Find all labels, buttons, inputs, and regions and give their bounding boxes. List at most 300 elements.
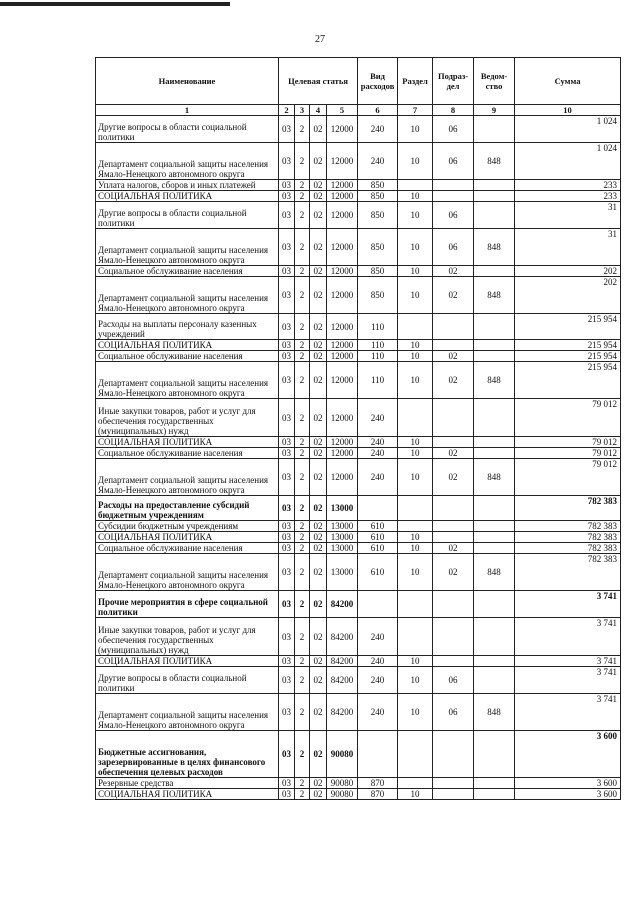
cell-expense-type <box>358 496 398 521</box>
cell-article-code: 84200 <box>327 667 358 694</box>
cell-article-code: 84200 <box>327 618 358 656</box>
cell-program: 03 <box>279 591 295 618</box>
cell-sum: 3 741 <box>515 667 621 694</box>
cell-department <box>474 448 515 459</box>
cell-section: 10 <box>398 266 433 277</box>
cell-program: 03 <box>279 399 295 437</box>
cell-section <box>398 521 433 532</box>
cell-sum: 782 383 <box>515 532 621 543</box>
cell-article-code: 13000 <box>327 543 358 554</box>
cell-activity: 02 <box>310 116 327 143</box>
cell-program: 03 <box>279 202 295 229</box>
table-row <box>96 229 621 266</box>
cell-program: 03 <box>279 618 295 656</box>
cell-expense-type: 610 <box>358 521 398 532</box>
cell-section <box>398 778 433 789</box>
col-number: 1 <box>96 105 279 116</box>
cell-sum: 782 383 <box>515 521 621 532</box>
cell-subsection: 02 <box>433 448 474 459</box>
cell-activity: 02 <box>310 448 327 459</box>
col-number: 10 <box>515 105 621 116</box>
cell-subsection <box>433 314 474 340</box>
cell-name: Департамент социальной защиты населения Ямало-Ненецкого автономного округа <box>96 554 279 591</box>
cell-article-code: 84200 <box>327 656 358 667</box>
cell-subprogram: 2 <box>295 116 310 143</box>
top-rule <box>0 2 230 6</box>
cell-subprogram: 2 <box>295 521 310 532</box>
cell-program: 03 <box>279 116 295 143</box>
cell-article-code: 13000 <box>327 521 358 532</box>
cell-sum: 3 741 <box>515 656 621 667</box>
cell-program: 03 <box>279 266 295 277</box>
col-number: 2 <box>279 105 295 116</box>
table-row <box>96 496 621 521</box>
table-body <box>96 116 621 800</box>
cell-section: 10 <box>398 351 433 362</box>
cell-sum: 202 <box>515 277 621 314</box>
cell-subprogram: 2 <box>295 362 310 399</box>
table-row <box>96 694 621 731</box>
cell-subprogram: 2 <box>295 191 310 202</box>
cell-section: 10 <box>398 656 433 667</box>
cell-activity: 02 <box>310 532 327 543</box>
cell-section: 10 <box>398 362 433 399</box>
cell-expense-type: 110 <box>358 362 398 399</box>
cell-article-code: 12000 <box>327 202 358 229</box>
cell-name: Департамент социальной защиты населения Ямало-Ненецкого автономного округа <box>96 143 279 180</box>
cell-section: 10 <box>398 554 433 591</box>
cell-department: 848 <box>474 229 515 266</box>
cell-name: Уплата налогов, сборов и иных платежей <box>96 180 279 191</box>
cell-section: 10 <box>398 437 433 448</box>
col-number: 4 <box>310 105 327 116</box>
cell-name: Департамент социальной защиты населения Ямало-Ненецкого автономного округа <box>96 229 279 266</box>
cell-name: СОЦИАЛЬНАЯ ПОЛИТИКА <box>96 656 279 667</box>
table-row <box>96 731 621 778</box>
cell-name: Расходы на предоставление субсидий бюджетным учреждениям <box>96 496 279 521</box>
cell-article-code: 13000 <box>327 532 358 543</box>
cell-sum: 79 012 <box>515 437 621 448</box>
cell-subprogram: 2 <box>295 448 310 459</box>
cell-name: Социальное обслуживание населения <box>96 543 279 554</box>
table-row <box>96 143 621 180</box>
cell-activity: 02 <box>310 277 327 314</box>
cell-section: 10 <box>398 532 433 543</box>
cell-section: 10 <box>398 694 433 731</box>
cell-program: 03 <box>279 180 295 191</box>
cell-section <box>398 496 433 521</box>
cell-subsection: 02 <box>433 266 474 277</box>
cell-subsection: 06 <box>433 143 474 180</box>
col-number: 7 <box>398 105 433 116</box>
cell-department: 848 <box>474 362 515 399</box>
cell-subsection: 06 <box>433 694 474 731</box>
cell-activity: 02 <box>310 694 327 731</box>
cell-program: 03 <box>279 437 295 448</box>
cell-sum: 3 741 <box>515 694 621 731</box>
cell-name: Расходы на выплаты персоналу казенных учреждений <box>96 314 279 340</box>
cell-expense-type <box>358 731 398 778</box>
cell-section <box>398 399 433 437</box>
cell-article-code: 90080 <box>327 731 358 778</box>
table-row <box>96 521 621 532</box>
cell-subsection: 02 <box>433 351 474 362</box>
cell-activity: 02 <box>310 143 327 180</box>
cell-subprogram: 2 <box>295 180 310 191</box>
cell-sum: 215 954 <box>515 340 621 351</box>
cell-department <box>474 778 515 789</box>
cell-department <box>474 532 515 543</box>
cell-expense-type: 240 <box>358 618 398 656</box>
cell-subprogram: 2 <box>295 667 310 694</box>
cell-article-code: 12000 <box>327 229 358 266</box>
cell-subprogram: 2 <box>295 618 310 656</box>
cell-activity: 02 <box>310 554 327 591</box>
cell-subsection <box>433 399 474 437</box>
cell-name: Прочие мероприятия в сфере социальной политики <box>96 591 279 618</box>
cell-expense-type: 240 <box>358 143 398 180</box>
cell-program: 03 <box>279 521 295 532</box>
cell-sum: 233 <box>515 180 621 191</box>
cell-program: 03 <box>279 314 295 340</box>
cell-department <box>474 351 515 362</box>
cell-department <box>474 543 515 554</box>
cell-name: СОЦИАЛЬНАЯ ПОЛИТИКА <box>96 340 279 351</box>
cell-subprogram: 2 <box>295 202 310 229</box>
cell-section: 10 <box>398 667 433 694</box>
cell-subsection <box>433 191 474 202</box>
cell-activity: 02 <box>310 667 327 694</box>
cell-program: 03 <box>279 459 295 496</box>
cell-activity: 02 <box>310 399 327 437</box>
cell-sum: 782 383 <box>515 543 621 554</box>
cell-sum: 3 741 <box>515 618 621 656</box>
cell-expense-type <box>358 591 398 618</box>
cell-article-code: 84200 <box>327 591 358 618</box>
cell-article-code: 12000 <box>327 340 358 351</box>
cell-subsection <box>433 340 474 351</box>
cell-section: 10 <box>398 448 433 459</box>
cell-expense-type: 240 <box>358 459 398 496</box>
cell-sum: 79 012 <box>515 448 621 459</box>
cell-subsection <box>433 789 474 800</box>
cell-subprogram: 2 <box>295 437 310 448</box>
cell-subsection <box>433 521 474 532</box>
cell-activity: 02 <box>310 543 327 554</box>
cell-program: 03 <box>279 656 295 667</box>
cell-section: 10 <box>398 543 433 554</box>
cell-expense-type: 110 <box>358 314 398 340</box>
cell-subprogram: 2 <box>295 778 310 789</box>
cell-name: Социальное обслуживание населения <box>96 351 279 362</box>
page-number: 27 <box>315 34 325 45</box>
header-sum: Сумма <box>515 58 621 105</box>
cell-sum: 3 600 <box>515 778 621 789</box>
cell-subprogram: 2 <box>295 543 310 554</box>
cell-program: 03 <box>279 448 295 459</box>
cell-subprogram: 2 <box>295 496 310 521</box>
cell-expense-type: 610 <box>358 543 398 554</box>
cell-activity: 02 <box>310 180 327 191</box>
cell-department <box>474 399 515 437</box>
cell-activity: 02 <box>310 789 327 800</box>
cell-activity: 02 <box>310 656 327 667</box>
header-expense-type: Вид расходов <box>358 58 398 105</box>
cell-expense-type: 610 <box>358 532 398 543</box>
cell-article-code: 12000 <box>327 399 358 437</box>
cell-department <box>474 180 515 191</box>
cell-program: 03 <box>279 543 295 554</box>
cell-article-code: 12000 <box>327 351 358 362</box>
cell-activity: 02 <box>310 362 327 399</box>
cell-program: 03 <box>279 789 295 800</box>
cell-expense-type: 850 <box>358 277 398 314</box>
cell-activity: 02 <box>310 229 327 266</box>
cell-name: Бюджетные ассигнования, зарезервированные в целях финансового обеспечения целевых расходов <box>96 731 279 778</box>
cell-subprogram: 2 <box>295 554 310 591</box>
cell-department: 848 <box>474 554 515 591</box>
header-target-article: Целевая статья <box>279 58 358 105</box>
table-row <box>96 266 621 277</box>
cell-department: 848 <box>474 143 515 180</box>
cell-activity: 02 <box>310 778 327 789</box>
cell-expense-type: 240 <box>358 656 398 667</box>
cell-expense-type: 240 <box>358 399 398 437</box>
cell-section <box>398 314 433 340</box>
cell-program: 03 <box>279 229 295 266</box>
cell-subsection <box>433 656 474 667</box>
column-number-row <box>96 105 621 116</box>
cell-department <box>474 266 515 277</box>
cell-name: Субсидии бюджетным учреждениям <box>96 521 279 532</box>
cell-expense-type: 850 <box>358 180 398 191</box>
table-row <box>96 667 621 694</box>
cell-subprogram: 2 <box>295 656 310 667</box>
table-row <box>96 116 621 143</box>
cell-article-code: 12000 <box>327 314 358 340</box>
cell-subprogram: 2 <box>295 229 310 266</box>
cell-department <box>474 116 515 143</box>
cell-sum: 782 383 <box>515 496 621 521</box>
cell-article-code: 12000 <box>327 277 358 314</box>
cell-name: СОЦИАЛЬНАЯ ПОЛИТИКА <box>96 437 279 448</box>
cell-name: Департамент социальной защиты населения Ямало-Ненецкого автономного округа <box>96 362 279 399</box>
cell-name: Иные закупки товаров, работ и услуг для обеспечения государственных (муниципальных) нужд <box>96 399 279 437</box>
cell-section: 10 <box>398 340 433 351</box>
cell-subsection <box>433 437 474 448</box>
table-row <box>96 543 621 554</box>
cell-department <box>474 340 515 351</box>
table-row <box>96 340 621 351</box>
table-row <box>96 789 621 800</box>
cell-subsection: 02 <box>433 554 474 591</box>
cell-expense-type: 850 <box>358 266 398 277</box>
cell-subprogram: 2 <box>295 789 310 800</box>
cell-department <box>474 437 515 448</box>
cell-section <box>398 180 433 191</box>
table-row <box>96 277 621 314</box>
table-row <box>96 554 621 591</box>
cell-expense-type: 870 <box>358 778 398 789</box>
cell-section: 10 <box>398 229 433 266</box>
cell-section <box>398 618 433 656</box>
cell-department <box>474 789 515 800</box>
cell-article-code: 13000 <box>327 554 358 591</box>
cell-article-code: 12000 <box>327 437 358 448</box>
cell-activity: 02 <box>310 496 327 521</box>
table-row <box>96 448 621 459</box>
cell-subsection: 06 <box>433 667 474 694</box>
table-row <box>96 191 621 202</box>
cell-sum: 3 741 <box>515 591 621 618</box>
cell-name: Другие вопросы в области социальной политики <box>96 667 279 694</box>
table-row <box>96 437 621 448</box>
cell-program: 03 <box>279 694 295 731</box>
cell-subsection: 06 <box>433 202 474 229</box>
cell-activity: 02 <box>310 351 327 362</box>
table-row <box>96 399 621 437</box>
cell-subsection: 06 <box>433 229 474 266</box>
header-department: Ведом-ство <box>474 58 515 105</box>
cell-subprogram: 2 <box>295 351 310 362</box>
cell-name: Департамент социальной защиты населения Ямало-Ненецкого автономного округа <box>96 694 279 731</box>
cell-activity: 02 <box>310 731 327 778</box>
cell-activity: 02 <box>310 340 327 351</box>
cell-article-code: 13000 <box>327 496 358 521</box>
cell-department <box>474 731 515 778</box>
cell-program: 03 <box>279 191 295 202</box>
budget-table <box>95 57 621 800</box>
cell-subprogram: 2 <box>295 143 310 180</box>
budget-table-wrapper <box>95 57 620 800</box>
cell-expense-type: 610 <box>358 554 398 591</box>
table-row <box>96 532 621 543</box>
cell-expense-type: 240 <box>358 694 398 731</box>
cell-department <box>474 618 515 656</box>
cell-program: 03 <box>279 143 295 180</box>
cell-program: 03 <box>279 731 295 778</box>
header-section: Раздел <box>398 58 433 105</box>
cell-section: 10 <box>398 459 433 496</box>
cell-subsection <box>433 496 474 521</box>
cell-sum: 31 <box>515 202 621 229</box>
cell-subprogram: 2 <box>295 277 310 314</box>
table-row <box>96 778 621 789</box>
cell-sum: 215 954 <box>515 351 621 362</box>
cell-subsection <box>433 778 474 789</box>
cell-expense-type: 850 <box>358 229 398 266</box>
cell-expense-type: 850 <box>358 191 398 202</box>
cell-department: 848 <box>474 459 515 496</box>
table-row <box>96 459 621 496</box>
cell-sum: 3 600 <box>515 789 621 800</box>
cell-program: 03 <box>279 340 295 351</box>
cell-article-code: 12000 <box>327 180 358 191</box>
cell-name: Другие вопросы в области социальной политики <box>96 116 279 143</box>
cell-section: 10 <box>398 143 433 180</box>
cell-expense-type: 240 <box>358 437 398 448</box>
cell-sum: 79 012 <box>515 459 621 496</box>
col-number: 9 <box>474 105 515 116</box>
cell-subprogram: 2 <box>295 694 310 731</box>
cell-expense-type: 240 <box>358 667 398 694</box>
col-number: 3 <box>295 105 310 116</box>
cell-sum: 233 <box>515 191 621 202</box>
cell-program: 03 <box>279 667 295 694</box>
table-row <box>96 351 621 362</box>
cell-department <box>474 667 515 694</box>
cell-subsection <box>433 180 474 191</box>
cell-name: Департамент социальной защиты населения Ямало-Ненецкого автономного округа <box>96 459 279 496</box>
cell-article-code: 12000 <box>327 266 358 277</box>
cell-section: 10 <box>398 191 433 202</box>
cell-article-code: 12000 <box>327 448 358 459</box>
cell-subsection: 06 <box>433 116 474 143</box>
cell-name: Социальное обслуживание населения <box>96 266 279 277</box>
cell-section <box>398 731 433 778</box>
cell-program: 03 <box>279 277 295 314</box>
cell-sum: 215 954 <box>515 362 621 399</box>
cell-article-code: 12000 <box>327 116 358 143</box>
cell-subsection <box>433 591 474 618</box>
table-row <box>96 202 621 229</box>
cell-expense-type: 240 <box>358 116 398 143</box>
cell-department <box>474 314 515 340</box>
cell-subsection <box>433 731 474 778</box>
cell-program: 03 <box>279 554 295 591</box>
cell-name: Резервные средства <box>96 778 279 789</box>
cell-article-code: 90080 <box>327 789 358 800</box>
cell-sum: 79 012 <box>515 399 621 437</box>
cell-department <box>474 202 515 229</box>
table-row <box>96 656 621 667</box>
cell-activity: 02 <box>310 437 327 448</box>
cell-subsection: 02 <box>433 543 474 554</box>
cell-subsection: 02 <box>433 459 474 496</box>
cell-article-code: 90080 <box>327 778 358 789</box>
cell-department <box>474 591 515 618</box>
cell-subprogram: 2 <box>295 399 310 437</box>
cell-expense-type: 240 <box>358 448 398 459</box>
table-row <box>96 362 621 399</box>
cell-subprogram: 2 <box>295 266 310 277</box>
col-number: 5 <box>327 105 358 116</box>
cell-activity: 02 <box>310 191 327 202</box>
table-row <box>96 180 621 191</box>
cell-program: 03 <box>279 778 295 789</box>
cell-section <box>398 591 433 618</box>
cell-subprogram: 2 <box>295 459 310 496</box>
cell-activity: 02 <box>310 618 327 656</box>
table-row <box>96 591 621 618</box>
cell-article-code: 12000 <box>327 143 358 180</box>
table-row <box>96 618 621 656</box>
cell-activity: 02 <box>310 266 327 277</box>
cell-expense-type: 110 <box>358 340 398 351</box>
cell-expense-type: 850 <box>358 202 398 229</box>
cell-program: 03 <box>279 351 295 362</box>
cell-article-code: 12000 <box>327 459 358 496</box>
cell-subprogram: 2 <box>295 731 310 778</box>
cell-activity: 02 <box>310 202 327 229</box>
cell-section: 10 <box>398 277 433 314</box>
cell-section: 10 <box>398 789 433 800</box>
cell-subprogram: 2 <box>295 591 310 618</box>
cell-name: СОЦИАЛЬНАЯ ПОЛИТИКА <box>96 191 279 202</box>
cell-department: 848 <box>474 694 515 731</box>
cell-article-code: 84200 <box>327 694 358 731</box>
cell-subprogram: 2 <box>295 532 310 543</box>
